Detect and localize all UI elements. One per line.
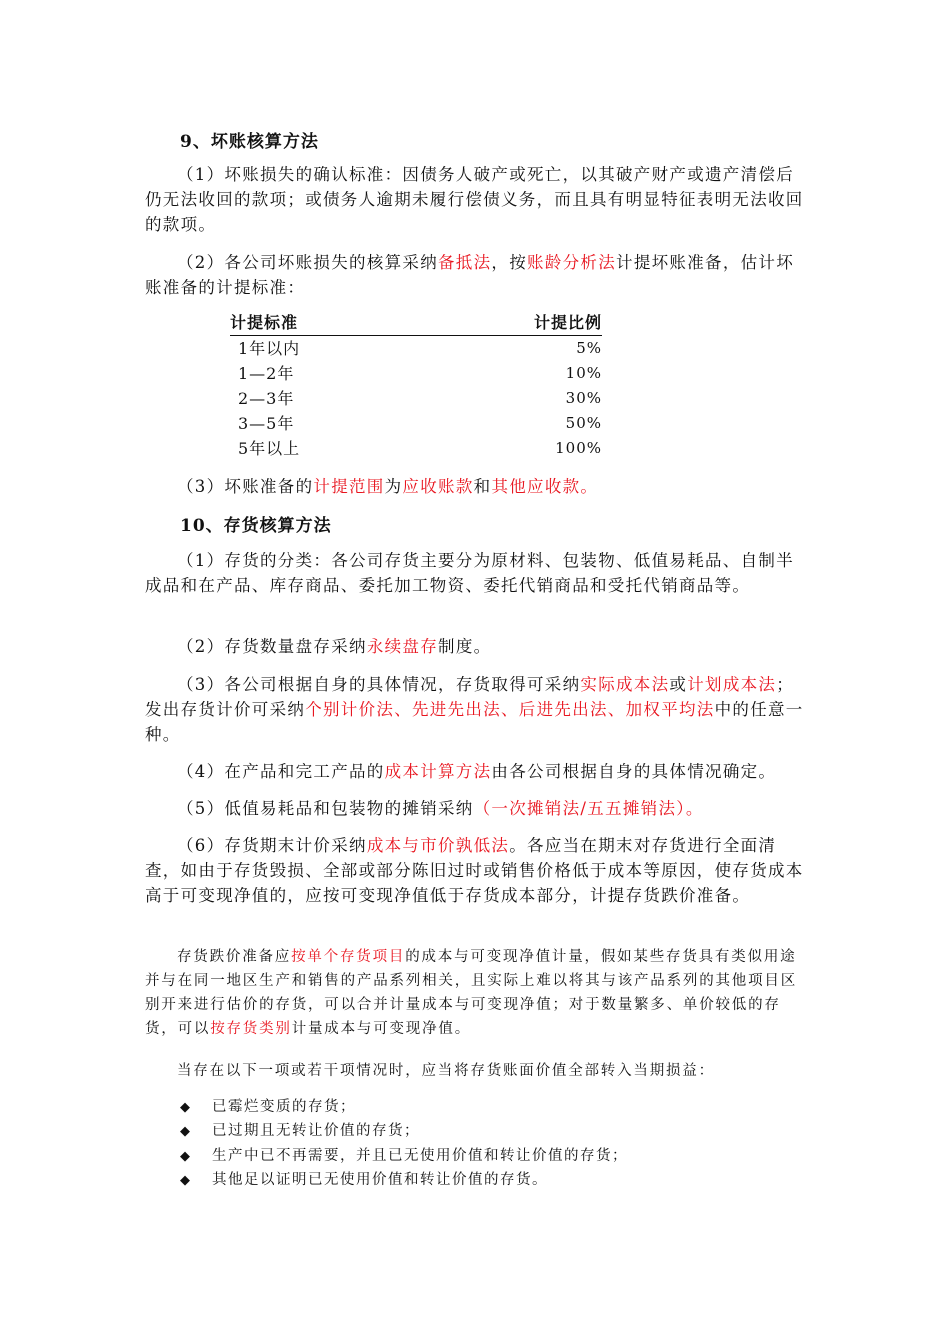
row-label: 1年以内 [238,339,301,358]
sec10-paragraph-8: 当存在以下一项或若干项情况时，应当将存货账面价值全部转入当期损益： [177,1063,715,1079]
text-run: （3）坏账准备的 [177,477,314,496]
highlight-valuation-methods: 个别计价法、先进先出法、后进先出法、加权平均法 [305,700,715,719]
sec10-paragraph-5 [145,796,810,821]
text-run: 存货跌价准备应 [177,949,292,965]
text-run: 制度。 [438,637,492,656]
text-run: （5）低值易耗品和包装物的摊销采纳 [177,799,474,818]
text-run: 的成本与可变现净值计量，假如某些存货具有类似用途并与在同一地区生产和销售的产品系列相关，且实际上难以将其与该产品系列的其他项目区别开来进行估价的存货，可以合并计量成本与可变现净值；对于数量繁多、单价较低的存货，可以 [145,949,797,1037]
highlight-other-receivables: 其他应收款。 [491,477,599,496]
sec10-paragraph-3 [145,672,810,747]
list-item-text: 其他足以证明已无使用价值和转让价值的存货。 [212,1172,548,1188]
list-item-text: 已霉烂变质的存货； [212,1099,356,1115]
text-run: ；发出存货计价可采纳 [145,675,795,719]
row-value: 50% [565,414,602,432]
text-run: （2）存货数量盘存采纳 [177,637,367,656]
highlight-amortization-methods: （一次摊销法/五五摊销法）。 [473,799,704,818]
row-value: 100% [555,439,602,457]
sec9-paragraph-2 [145,250,810,300]
column-header-standard: 计提标准 [230,313,299,332]
text-run: （6）存货期末计价采纳 [177,836,367,855]
row-value: 10% [565,364,602,382]
black-diamond-icon: ◆ [180,1149,192,1164]
black-diamond-icon: ◆ [180,1173,192,1188]
highlight-individual-item: 按单个存货项目 [291,949,406,965]
highlight-planned-cost: 计划成本法 [687,675,777,694]
sec9-paragraph-3 [145,474,810,499]
column-header-ratio: 计提比例 [533,313,602,332]
text-run: 计量成本与可变现净值。 [291,1021,472,1037]
list-item [180,1145,628,1168]
table-row [230,386,602,411]
table-row [230,361,602,386]
highlight-accounts-receivable: 应收账款 [402,477,474,496]
row-label: 2—3年 [238,389,295,408]
black-diamond-icon: ◆ [180,1100,192,1115]
sec10-paragraph-6 [145,833,810,908]
provision-rate-table [230,312,602,461]
table-header [230,312,602,336]
text-run: （4）在产品和完工产品的 [177,762,385,781]
text-run: 中的任意一种。 [145,700,804,744]
text-run: 和 [473,477,492,496]
section-10-heading: 10、存货核算方法 [180,516,332,536]
row-value: 5% [576,339,602,357]
sec10-paragraph-4 [145,759,810,784]
sec10-paragraph-1: （1）存货的分类：各公司存货主要分为原材料、包装物、低值易耗品、自制半成品和在产品、库存商品、委托加工物资、委托代销商品和受托代销商品等。 [145,551,794,595]
sec9-paragraph-1: （1）坏账损失的确认标准：因债务人破产或死亡，以其破产财产或遗产清偿后仍无法收回的款项；或债务人逾期未履行偿债义务，而且具有明显特征表明无法收回的款项。 [145,165,804,234]
highlight-actual-cost: 实际成本法 [580,675,670,694]
row-label: 1—2年 [238,364,295,383]
text-run: 计提坏账准备，估计坏账准备的计提标准： [145,253,795,297]
list-item [180,1169,548,1192]
highlight-allowance-method: 备抵法 [438,253,492,272]
row-value: 30% [565,389,602,407]
text-run: （2）各公司坏账损失的核算采纳 [177,253,438,272]
highlight-cost-calculation: 成本计算方法 [384,762,492,781]
highlight-provision-scope: 计提范围 [313,477,385,496]
row-label: 5年以上 [238,439,301,458]
text-run: 为 [384,477,403,496]
sec10-paragraph-7 [145,945,810,1041]
text-run: 或 [669,675,688,694]
highlight-perpetual-inventory: 永续盘存 [366,637,439,656]
list-item [180,1096,356,1119]
highlight-by-category: 按存货类别 [210,1021,292,1037]
text-run: ，按 [491,253,528,272]
row-label: 3—5年 [238,414,295,433]
text-run: 由各公司根据自身的具体情况确定。 [491,762,777,781]
table-row [230,436,602,461]
section-9-heading: 9、坏账核算方法 [180,132,319,152]
list-item-text: 生产中已不再需要，并且已无使用价值和转让价值的存货； [212,1148,628,1164]
text-run: 。各应当在期末对存货进行全面清查，如由于存货毁损、全部或部分陈旧过时或销售价格低于成本等原因，使存货成本高于可变现净值的，应按可变现净值低于存货成本部分，计提存货跌价准备。 [145,836,804,905]
highlight-aging-analysis: 账龄分析法 [527,253,617,272]
list-item [180,1120,420,1143]
list-item-text: 已过期且无转让价值的存货； [212,1123,420,1139]
table-row [230,411,602,436]
sec10-paragraph-2 [145,634,810,659]
table-row [230,336,602,361]
highlight-lower-of-cost: 成本与市价孰低法 [366,836,510,855]
text-run: （3）各公司根据自身的具体情况，存货取得可采纳 [177,675,581,694]
black-diamond-icon: ◆ [180,1124,192,1139]
